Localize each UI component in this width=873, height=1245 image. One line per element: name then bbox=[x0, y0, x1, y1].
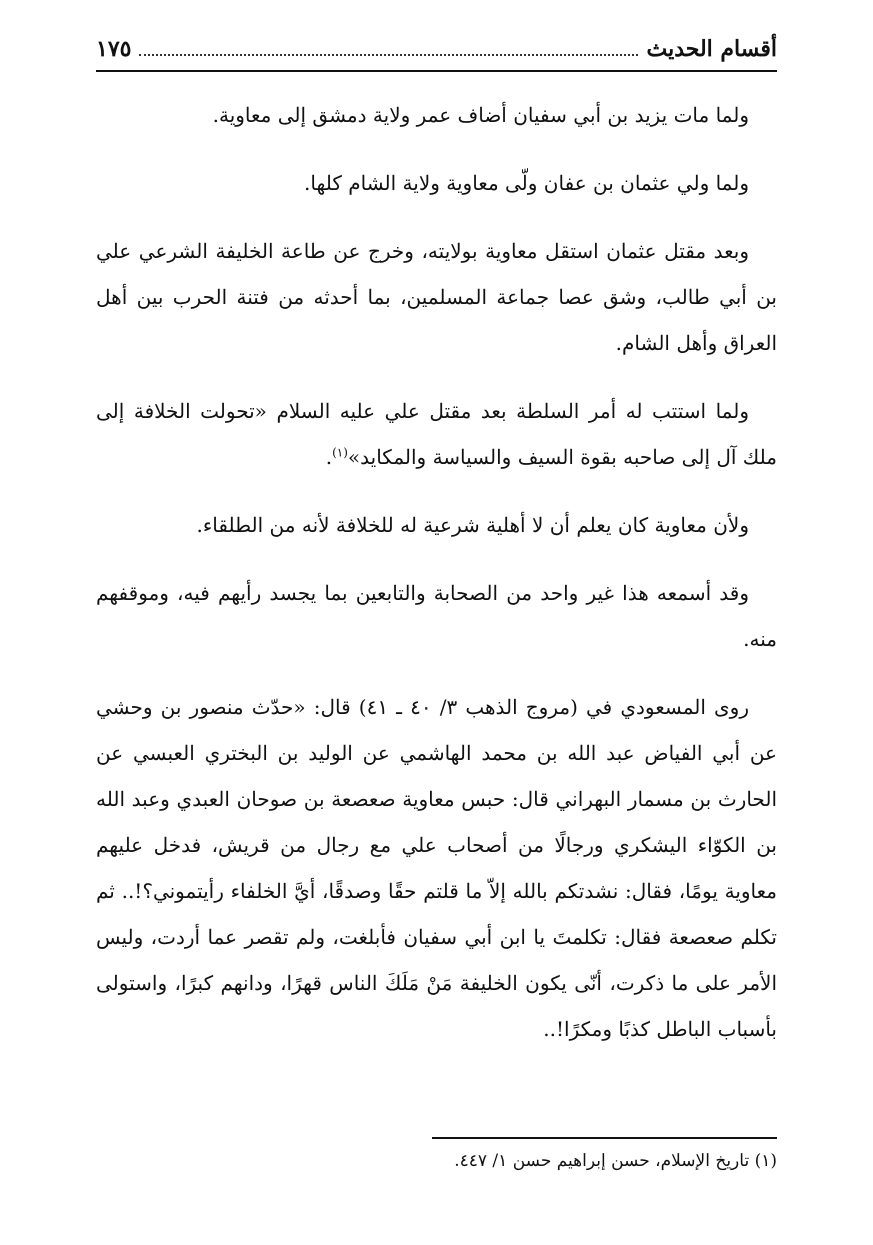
paragraph-4-end: . bbox=[325, 445, 333, 469]
footnote: (١) تاريخ الإسلام، حسن إبراهيم حسن ١/ ٤٤٧. bbox=[454, 1151, 777, 1171]
paragraph-1: ولما مات يزيد بن أبي سفيان أضاف عمر ولاية دمشق إلى معاوية. bbox=[212, 103, 749, 127]
page-header bbox=[96, 36, 777, 72]
paragraph-7: روى المسعودي في (مروج الذهب ٣/ ٤٠ ـ ٤١) قال: «حدّث منصور بن وحشي عن أبي الفياض عبد الله بن محمد الهاشمي عن الوليد بن البختري العبسي عن الحارث بن مسمار البهراني قال: حبس معاوية صعصعة بن صوحان العبدي وعبد الله بن الكوّاء اليشكري ورجالًا من أصحاب علي مع رجال من قريش، فدخل عليهم معاوية يومًا، فقال: نشدتكم بالله إلاّ ما قلتم حقًا وصدقًا، أيَّ الخلفاء رأيتموني؟!.. ثم تكلم صعصعة فقال: تكلمتَ يا ابن أبي سفيان فأبلغت، ولم تقصر عما أردت، وليس الأمر على ما ذكرت، أنّى يكون الخليفة مَنْ مَلَكَ الناس قهرًا، ودانهم كبرًا، واستولى بأسباب الباطل كذبًا ومكرًا!.. bbox=[96, 695, 777, 1041]
page-number: ١٧٥ bbox=[96, 36, 132, 62]
running-title: أقسام الحديث bbox=[646, 36, 777, 62]
paragraph-5: ولأن معاوية كان يعلم أن لا أهلية شرعية له للخلافة لأنه من الطلقاء. bbox=[196, 513, 749, 537]
paragraph-6: وقد أسمعه هذا غير واحد من الصحابة والتابعين بما يجسد رأيهم فيه، وموقفهم منه. bbox=[96, 581, 777, 651]
footnote-marker: (١) bbox=[332, 445, 348, 460]
dotted-leader bbox=[139, 36, 638, 56]
paragraph-4-text: ولما استتب له أمر السلطة بعد مقتل علي عليه السلام «تحولت الخلافة إلى ملك آل إلى صاحبه بقوة السيف والسياسة والمكايد» bbox=[96, 399, 777, 469]
paragraph-2: ولما ولي عثمان بن عفان ولّى معاوية ولاية الشام كلها. bbox=[304, 171, 749, 195]
footnote-rule bbox=[432, 1137, 777, 1139]
paragraph-3: وبعد مقتل عثمان استقل معاوية بولايته، وخرج عن طاعة الخليفة الشرعي علي بن أبي طالب، وشق عصا جماعة المسلمين، بما أحدثه من فتنة الحرب بين أهل العراق وأهل الشام. bbox=[96, 239, 777, 355]
page-body bbox=[96, 92, 777, 1052]
paragraph-4 bbox=[96, 388, 777, 480]
